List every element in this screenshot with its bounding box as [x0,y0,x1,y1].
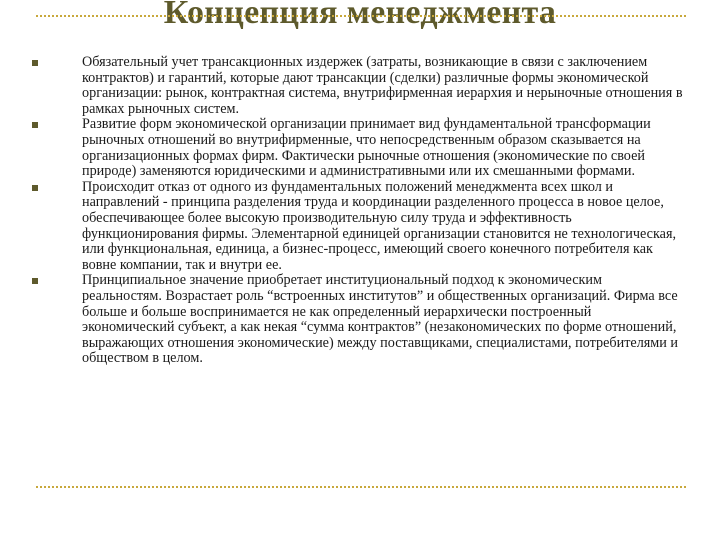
slide-title: Концепция менеджмента [163,0,557,31]
square-bullet-icon [32,185,38,191]
bullet-item-3 [30,180,685,274]
bullet-text: Происходит отказ от одного из фундаментальных положений менеджмента всех школ и направлений - принципа разделения труда и координации разделенного процесса в новое целое, обеспечивающее более высокую производительную силу труда и эффективность функционирования фирмы. Элементарной единицей организации становится не технологическая, или функциональная, единица, а бизнес-процесс, имеющий своего конечного потребителя как вовне компании, так и внутри ее. [82,178,677,273]
bullet-text: Принципиальное значение приобретает институциональный подход к экономическим реальностям. Возрастает роль “встроенных институтов” и общественных организаций. Фирма все больше и больше воспринимается не как определенный иерархически построенный экономический субъект, а как некая “сумма контрактов” (незакономических по форме отношений, выражающих отношения экономические) между поставщиками, специалистами, потребителями и обществом в целом. [82,272,679,367]
square-bullet-icon [32,122,38,128]
square-bullet-icon [32,60,38,66]
bullet-text: Обязательный учет трансакционных издержек (затраты, возникающие в связи с заключением контрактов) и гарантий, которые дают трансакции (сделки) различные формы экономической организации: рынок, контрактная система, внутрифирменная иерархия и нерыночные отношения в рамках рыночных систем. [82,54,683,117]
top-dotted-rule [36,15,686,17]
square-bullet-icon [32,278,38,284]
bullet-item-2 [30,117,685,179]
bullet-text: Развитие форм экономической организации принимает вид фундаментальной трансформации рыночных отношений во внутрифирменные, что непосредственным образом сказывается на организационных формах фирм. Фактически рыночные отношения (экономические по своей природе) заменяются юридическими и административными или их смешанными формами. [82,116,651,180]
bullet-list [30,55,685,367]
bottom-dotted-rule [36,486,686,488]
bullet-item-1 [30,55,685,117]
bullet-item-4 [30,273,685,367]
